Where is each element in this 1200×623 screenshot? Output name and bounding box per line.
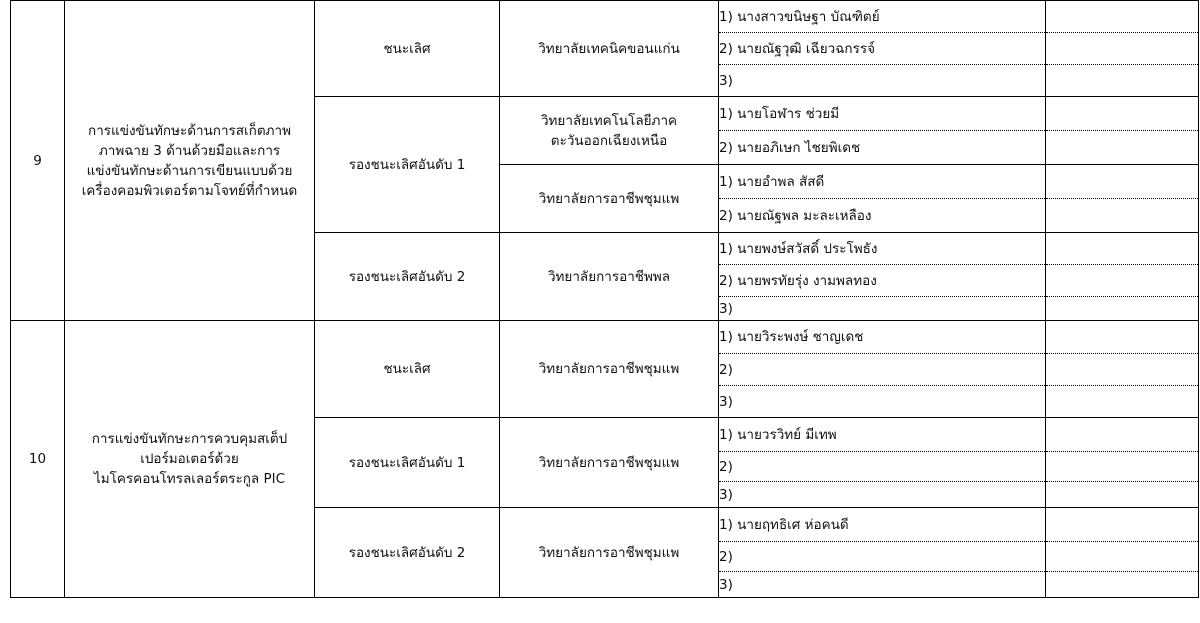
college-name-line: วิทยาลัยการอาชีพชุมแพ [538, 361, 680, 377]
competition-name-cell [65, 321, 315, 598]
award-level: รองชนะเลิศอันดับ 2 [315, 233, 500, 321]
competition-name-line: การแข่งขันทักษะด้านการสเก็ตภาพ [88, 122, 291, 139]
note-cell [1046, 165, 1199, 199]
college-name [500, 1, 719, 97]
participant-name: 2) [719, 452, 1046, 482]
college-name-line: วิทยาลัยการอาชีพชุมแพ [538, 454, 680, 471]
competition-name-line: ไมโครคอนโทรลเลอร์ตระกูล PIC [93, 471, 286, 487]
participant-name: 2) [719, 354, 1046, 386]
college-name [500, 233, 719, 321]
participant-name: 1) นายโอฬาร ช่วยมี [719, 97, 1046, 131]
participant-name: 3) [719, 572, 1046, 598]
note-cell [1046, 1, 1199, 33]
note-cell [1046, 482, 1199, 508]
competition-name-line: แข่งขันทักษะด้านการเขียนแบบด้วย [86, 162, 293, 179]
note-cell [1046, 542, 1199, 572]
college-name-line: วิทยาลัยการอาชีพชุมแพ [538, 544, 680, 561]
participant-name: 1) นางสาวขนิษฐา บัณฑิตย์ [719, 1, 1046, 33]
note-cell [1046, 418, 1199, 452]
competition-name-cell [65, 1, 315, 321]
note-cell [1046, 297, 1199, 321]
participant-name: 3) [719, 65, 1046, 97]
participant-name: 2) นายณัฐวุฒิ เฉียวฉกรรจ์ [719, 33, 1046, 65]
note-cell [1046, 508, 1199, 542]
note-cell [1046, 386, 1199, 418]
note-cell [1046, 452, 1199, 482]
competition-name-line: เปอร์มอเตอร์ด้วย [140, 451, 239, 467]
college-name-line: ตะวันออกเฉียงเหนือ [550, 132, 668, 149]
participant-name: 3) [719, 386, 1046, 418]
participant-name: 1) นายวิระพงษ์ ชาญเดช [719, 321, 1046, 354]
note-cell [1046, 131, 1199, 165]
award-level: รองชนะเลิศอันดับ 2 [315, 508, 500, 598]
note-cell [1046, 354, 1199, 386]
competition-name-line: การแข่งขันทักษะการควบคุมสเต็ป [91, 431, 288, 447]
college-name-line: วิทยาลัยการอาชีพชุมแพ [538, 190, 680, 207]
college-name [500, 418, 719, 508]
college-name-line: วิทยาลัยการอาชีพพล [547, 268, 671, 285]
competition-name-line: ภาพฉาย 3 ด้านด้วยมือและการ [98, 142, 281, 159]
note-cell [1046, 33, 1199, 65]
note-cell [1046, 97, 1199, 131]
award-level: ชนะเลิศ [315, 1, 500, 97]
participant-name: 2) [719, 542, 1046, 572]
college-name [500, 508, 719, 598]
table-row [11, 321, 1199, 354]
note-cell [1046, 199, 1199, 233]
table-row [11, 1, 1199, 33]
note-cell [1046, 321, 1199, 354]
award-level: รองชนะเลิศอันดับ 1 [315, 97, 500, 233]
college-name [500, 97, 719, 165]
item-number: 9 [11, 1, 65, 321]
note-cell [1046, 233, 1199, 265]
participant-name: 1) นายพงษ์สวัสดิ์ ประโพธัง [719, 233, 1046, 265]
participant-name: 1) นายอำพล สัสดี [719, 165, 1046, 199]
participant-name: 3) [719, 297, 1046, 321]
participant-name: 2) นายพรทัยรุ่ง งามพลทอง [719, 265, 1046, 297]
competition-results-table [10, 0, 1199, 598]
competition-name-line: เครื่องคอมพิวเตอร์ตามโจทย์ที่กำหนด [81, 182, 298, 199]
college-name [500, 165, 719, 233]
participant-name: 2) นายอภิเษก ไชยพิเดช [719, 131, 1046, 165]
item-number: 10 [11, 321, 65, 598]
note-cell [1046, 572, 1199, 598]
participant-name: 2) นายณัฐพล มะละเหลือง [719, 199, 1046, 233]
award-level: ชนะเลิศ [315, 321, 500, 418]
note-cell [1046, 265, 1199, 297]
participant-name: 1) นายฤทธิเศ ห่อคนดี [719, 508, 1046, 542]
college-name-line: วิทยาลัยเทคโนโลยีภาค [540, 112, 678, 129]
participant-name: 1) นายวรวิทย์ มีเทพ [719, 418, 1046, 452]
note-cell [1046, 65, 1199, 97]
award-level: รองชนะเลิศอันดับ 1 [315, 418, 500, 508]
college-name [500, 321, 719, 418]
participant-name: 3) [719, 482, 1046, 508]
college-name-line: วิทยาลัยเทคนิคขอนแก่น [538, 40, 680, 57]
